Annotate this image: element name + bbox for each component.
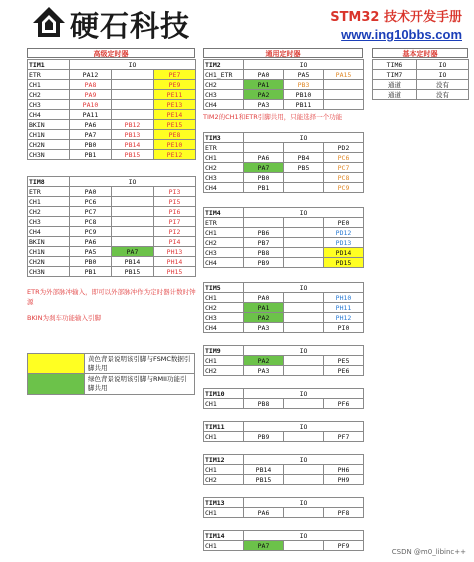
pin: PB0 <box>244 173 284 183</box>
pin: PC6 <box>70 197 112 207</box>
pin: PE11 <box>154 90 196 100</box>
io-header: IO <box>244 455 364 465</box>
pin: PH9 <box>324 475 364 485</box>
io-header: IO <box>417 60 469 70</box>
io-header: IO <box>70 177 196 187</box>
tim3-label: TIM3 <box>204 133 244 143</box>
tim13-table <box>203 497 364 518</box>
pin-function: CH4 <box>204 100 244 110</box>
pin: PH6 <box>324 465 364 475</box>
pin: PB15 <box>112 267 154 277</box>
pin <box>112 100 154 110</box>
io-header: IO <box>417 70 469 80</box>
pin: PB15 <box>244 475 284 485</box>
pin-function: CH2 <box>204 163 244 173</box>
pin-function: CH3 <box>204 173 244 183</box>
pin: PC8 <box>324 173 364 183</box>
pin: PA0 <box>70 187 112 197</box>
pin: PB6 <box>244 228 284 238</box>
pin-function: CH2 <box>204 80 244 90</box>
tim1-label: TIM1 <box>28 60 70 70</box>
tim2-label: TIM2 <box>204 60 244 70</box>
pin-function: CH2N <box>28 140 70 150</box>
pin: PF7 <box>324 432 364 442</box>
pin: PB9 <box>244 258 284 268</box>
pin <box>284 183 324 193</box>
tim9-label: TIM9 <box>204 346 244 356</box>
tim8-label: TIM8 <box>28 177 70 187</box>
green-swatch <box>28 374 85 394</box>
io-header: IO <box>244 498 364 508</box>
pin: PA15 <box>324 70 364 80</box>
pin: PA6 <box>244 153 284 163</box>
pin: PE8 <box>154 130 196 140</box>
pin-function: CH1 <box>204 293 244 303</box>
pin-function: BKIN <box>28 120 70 130</box>
pin: PB14 <box>112 257 154 267</box>
pin <box>284 248 324 258</box>
pin: PA8 <box>70 80 112 90</box>
pin-function: CH1 <box>204 508 244 518</box>
basic-timers-table <box>372 59 469 100</box>
pin: PA6 <box>244 508 284 518</box>
tim12-label: TIM12 <box>204 455 244 465</box>
advanced-timers-column <box>27 48 195 395</box>
pin-function: CH2N <box>28 257 70 267</box>
site-link[interactable]: www.ing10bbs.com <box>341 27 462 42</box>
pin <box>284 323 324 333</box>
pin: PC7 <box>324 163 364 173</box>
pin: PA5 <box>70 247 112 257</box>
pin: PB14 <box>244 465 284 475</box>
pin <box>324 100 364 110</box>
pin-function: CH2 <box>204 366 244 376</box>
tim11-label: TIM11 <box>204 422 244 432</box>
pin <box>112 237 154 247</box>
pin: PH11 <box>324 303 364 313</box>
tim6-label: TIM6 <box>373 60 417 70</box>
io-header: IO <box>244 133 364 143</box>
pin-function: CH1 <box>204 465 244 475</box>
tim13-label: TIM13 <box>204 498 244 508</box>
tim12-table <box>203 454 364 485</box>
pin-function: ETR <box>204 143 244 153</box>
pin <box>112 197 154 207</box>
brand-logo-icon <box>32 6 66 38</box>
io-header: IO <box>244 60 364 70</box>
pin: PC9 <box>70 227 112 237</box>
tim2-note: TIM2的CH1和ETR引脚共用，只能选择一个功能 <box>203 113 343 121</box>
pin: PB11 <box>284 100 324 110</box>
pin-function: CH4 <box>28 227 70 237</box>
pin: PC7 <box>70 207 112 217</box>
pin: PD13 <box>324 238 364 248</box>
brand-name: 硬石科技 <box>70 9 191 43</box>
pin: PF8 <box>324 508 364 518</box>
channel-label: 通道 <box>373 80 417 90</box>
pin-function: CH4 <box>204 183 244 193</box>
pin: PA1 <box>244 80 284 90</box>
pin: PD14 <box>324 248 364 258</box>
tim5-label: TIM5 <box>204 283 244 293</box>
pin: PE15 <box>154 120 196 130</box>
pin-function: CH4 <box>204 323 244 333</box>
channel-label: 通道 <box>373 90 417 100</box>
pin: PF9 <box>324 541 364 551</box>
pin: PA5 <box>284 70 324 80</box>
pin <box>284 228 324 238</box>
pin-function: CH3 <box>28 217 70 227</box>
pin: PA9 <box>70 90 112 100</box>
pin-function: CH4 <box>204 258 244 268</box>
pin: PA3 <box>244 366 284 376</box>
io-header: IO <box>244 389 364 399</box>
legend-yellow-text: 黄色背景说明该引脚与FSMC数据引脚共用 <box>88 355 191 372</box>
pin: PB12 <box>112 120 154 130</box>
pin <box>112 80 154 90</box>
pin: PB8 <box>244 248 284 258</box>
pin-function: CH3N <box>28 150 70 160</box>
pin <box>284 366 324 376</box>
pin: PB9 <box>244 432 284 442</box>
pin <box>112 227 154 237</box>
io-header: IO <box>244 208 364 218</box>
io-header: IO <box>244 346 364 356</box>
pin: PB5 <box>284 163 324 173</box>
pin <box>112 110 154 120</box>
spacer <box>27 160 195 176</box>
advanced-section-title: 高级定时器 <box>27 48 195 58</box>
pin <box>284 313 324 323</box>
pin <box>284 356 324 366</box>
pin <box>244 143 284 153</box>
pin: PA2 <box>244 313 284 323</box>
pin: PE0 <box>324 218 364 228</box>
pin <box>284 475 324 485</box>
channel-value: 没有 <box>417 80 469 90</box>
tim9-table <box>203 345 364 376</box>
pin-function: CH1 <box>204 153 244 163</box>
manual-title: STM32 技术开发手册 <box>330 10 462 25</box>
pin: PE5 <box>324 356 364 366</box>
pin-function: CH1 <box>204 541 244 551</box>
tim5-table <box>203 282 364 333</box>
pin: PA0 <box>244 293 284 303</box>
pin: PA7 <box>112 247 154 257</box>
pin: PI5 <box>154 197 196 207</box>
tim4-label: TIM4 <box>204 208 244 218</box>
csdn-credit: CSDN @m0_libinc++ <box>391 548 466 556</box>
tim11-table <box>203 421 364 442</box>
pin-function: CH1 <box>204 228 244 238</box>
pin: PB10 <box>284 90 324 100</box>
pin: PA2 <box>244 356 284 366</box>
pin: PB1 <box>244 183 284 193</box>
pin: PB3 <box>284 80 324 90</box>
pin: PE6 <box>324 366 364 376</box>
pin: PB7 <box>244 238 284 248</box>
pin: PD12 <box>324 228 364 238</box>
pin-function: CH1 <box>204 356 244 366</box>
pin: PA7 <box>244 163 284 173</box>
pin-function: CH3 <box>204 313 244 323</box>
tim14-label: TIM14 <box>204 531 244 541</box>
pin-function: CH3N <box>28 267 70 277</box>
tim10-table <box>203 388 364 409</box>
pin: PC6 <box>324 153 364 163</box>
legend-yellow <box>27 353 195 374</box>
pin-function: CH1 <box>204 432 244 442</box>
pin <box>284 218 324 228</box>
pin <box>244 218 284 228</box>
tim14-table <box>203 530 364 551</box>
pin: PH10 <box>324 293 364 303</box>
tim3-table <box>203 132 364 193</box>
pin <box>324 90 364 100</box>
pin: PB14 <box>112 140 154 150</box>
pin <box>284 173 324 183</box>
pin-function: CH3 <box>204 90 244 100</box>
pin: PB0 <box>70 257 112 267</box>
legend-green-text: 绿色背景说明该引脚与RMII功能引脚共用 <box>88 375 187 392</box>
pin: PI3 <box>154 187 196 197</box>
pin: PB13 <box>112 130 154 140</box>
pin <box>112 90 154 100</box>
pin <box>284 303 324 313</box>
pin-function: ETR <box>204 218 244 228</box>
pin: PE7 <box>154 70 196 80</box>
pin <box>284 399 324 409</box>
pin: PE13 <box>154 100 196 110</box>
pin: PH12 <box>324 313 364 323</box>
page-header <box>0 0 474 44</box>
pin: PA11 <box>70 110 112 120</box>
pin-function: CH2 <box>204 303 244 313</box>
pin-function: CH1 <box>28 197 70 207</box>
pin <box>284 465 324 475</box>
pin: PD15 <box>324 258 364 268</box>
pin: PE14 <box>154 110 196 120</box>
pin-function: CH3 <box>28 100 70 110</box>
pin: PI7 <box>154 217 196 227</box>
pin: PB1 <box>70 150 112 160</box>
pin-function: CH1 <box>204 399 244 409</box>
tim4-table <box>203 207 364 268</box>
pin: PI2 <box>154 227 196 237</box>
pin: PH15 <box>154 267 196 277</box>
legend-green <box>27 374 195 395</box>
basic-timers-column <box>372 48 468 100</box>
tim1-table <box>27 59 196 160</box>
pin: PA1 <box>244 303 284 313</box>
pin: PE9 <box>154 80 196 90</box>
pin <box>112 217 154 227</box>
pin: PE12 <box>154 150 196 160</box>
pin: PA3 <box>244 100 284 110</box>
pin <box>284 258 324 268</box>
pin-function: CH4 <box>28 110 70 120</box>
pin: PE10 <box>154 140 196 150</box>
pin: PI6 <box>154 207 196 217</box>
pin-function: CH2 <box>204 238 244 248</box>
pin: PB8 <box>244 399 284 409</box>
pin: PB1 <box>70 267 112 277</box>
pin <box>284 293 324 303</box>
etr-note: ETR为外部脉冲输入，即可以外部脉冲作为定时器计数时钟源 <box>27 288 196 306</box>
pin: PH14 <box>154 257 196 267</box>
pin <box>324 80 364 90</box>
tim8-table <box>27 176 196 277</box>
pin: PA10 <box>70 100 112 110</box>
pin: PH13 <box>154 247 196 257</box>
pin: PA3 <box>244 323 284 333</box>
pin-function: CH1_ETR <box>204 70 244 80</box>
pin-function: BKIN <box>28 237 70 247</box>
pin-function: CH1N <box>28 130 70 140</box>
pin: PA0 <box>244 70 284 80</box>
pin <box>284 143 324 153</box>
general-section-title: 通用定时器 <box>203 48 363 58</box>
channel-value: 没有 <box>417 90 469 100</box>
pin <box>284 238 324 248</box>
pin: PC8 <box>70 217 112 227</box>
pin-function: CH1N <box>28 247 70 257</box>
pin: PF6 <box>324 399 364 409</box>
pin: PA6 <box>70 237 112 247</box>
pin-function: ETR <box>28 187 70 197</box>
pin: PI4 <box>154 237 196 247</box>
tim2-table <box>203 59 364 110</box>
pin <box>284 508 324 518</box>
pin: PA7 <box>70 130 112 140</box>
pin: PA12 <box>70 70 112 80</box>
pin <box>112 187 154 197</box>
pin-function: CH2 <box>204 475 244 485</box>
pin-function: CH2 <box>28 90 70 100</box>
pin-function: CH1 <box>28 80 70 90</box>
pin: PB4 <box>284 153 324 163</box>
pin <box>284 541 324 551</box>
io-header: IO <box>70 60 196 70</box>
io-header: IO <box>244 531 364 541</box>
tim7-label: TIM7 <box>373 70 417 80</box>
pin <box>112 70 154 80</box>
tim10-label: TIM10 <box>204 389 244 399</box>
pin-function: CH3 <box>204 248 244 258</box>
pin: PB0 <box>70 140 112 150</box>
pin-function: CH2 <box>28 207 70 217</box>
io-header: IO <box>244 283 364 293</box>
io-header: IO <box>244 422 364 432</box>
pin: PB15 <box>112 150 154 160</box>
bkin-note: BKIN为刹车功能输入引脚 <box>27 314 102 322</box>
pin-function: ETR <box>28 70 70 80</box>
yellow-swatch <box>28 354 85 373</box>
pin: PD2 <box>324 143 364 153</box>
pin: PA2 <box>244 90 284 100</box>
pin: PA6 <box>70 120 112 130</box>
pin <box>284 432 324 442</box>
pin: PC9 <box>324 183 364 193</box>
pin: PA7 <box>244 541 284 551</box>
basic-section-title: 基本定时器 <box>372 48 468 58</box>
pin <box>112 207 154 217</box>
general-timers-column <box>203 48 363 551</box>
pin: PI0 <box>324 323 364 333</box>
